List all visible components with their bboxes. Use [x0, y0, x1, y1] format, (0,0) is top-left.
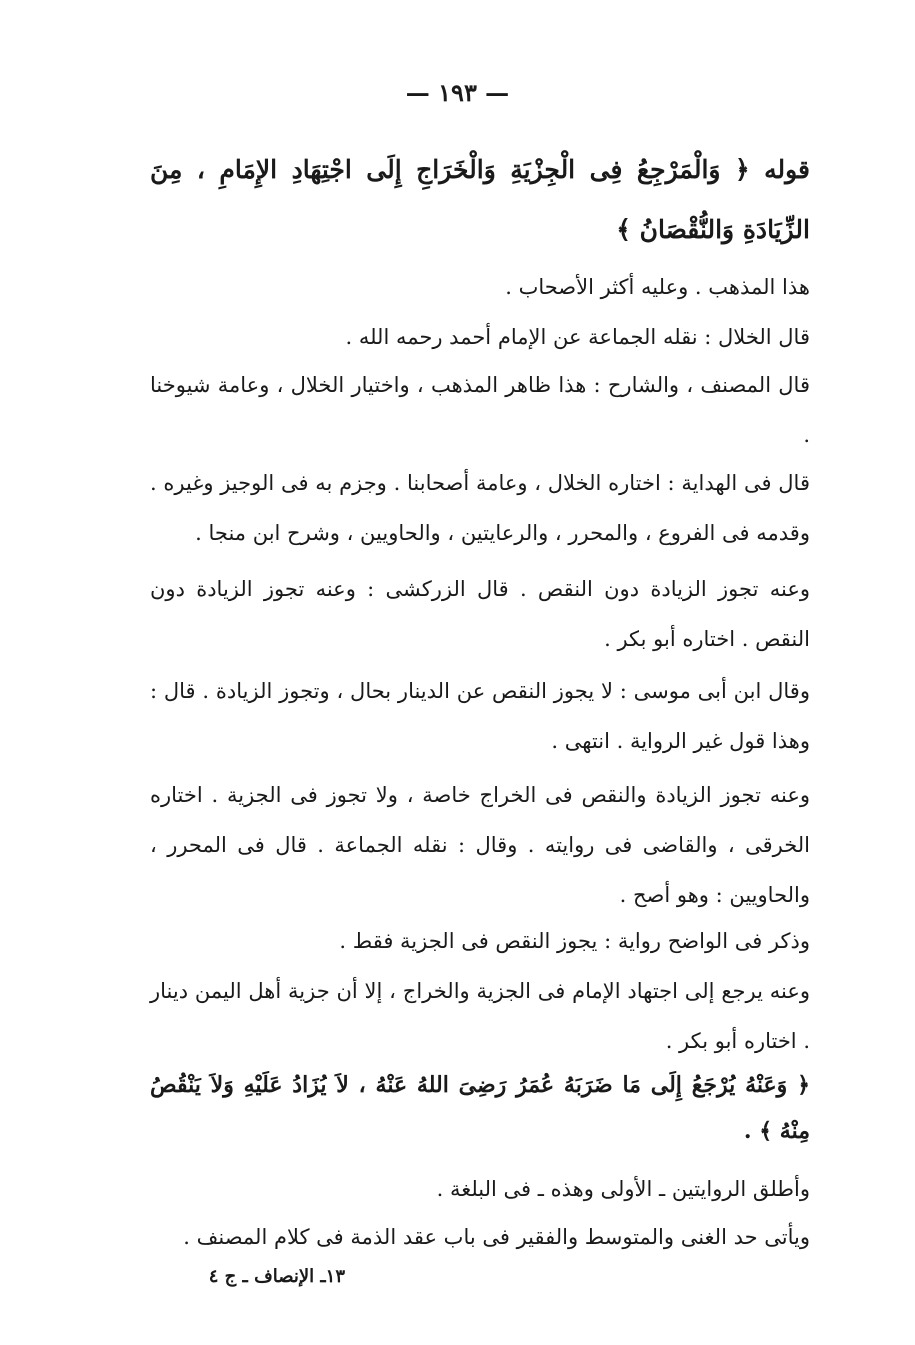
paragraph-5: وعنه تجوز الزيادة دون النقص . قال الزركشى : وعنه تجوز الزيادة دون النقص . اختاره أبو بكر .: [150, 577, 810, 651]
paragraph-11: وأطلق الروايتين ـ الأولى وهذه ـ فى البلغة .: [436, 1177, 810, 1201]
paragraph-2: قال الخلال : نقله الجماعة عن الإمام أحمد رحمه الله .: [345, 325, 810, 349]
paragraph-12: ويأتى حد الغنى والمتوسط والفقير فى باب عقد الذمة فى كلام المصنف .: [183, 1225, 810, 1249]
matn-quote-heading: [150, 140, 810, 260]
signature-mark: ١٣ـ الإنصاف ـ ج ٤: [208, 1266, 345, 1287]
paragraph-7: وعنه تجوز الزيادة والنقص فى الخراج خاصة ، ولا تجوز فى الجزية . اختاره الخرقى ، والقاضى فى روايته . وقال : نقله الجماعة . قال فى المحرر ، والحاويين : وهو أصح .: [150, 783, 810, 907]
paragraph-6: وقال ابن أبى موسى : لا يجوز النقص عن الدينار بحال ، وتجوز الزيادة . قال : وهذا قول غير الرواية . انتهى .: [150, 679, 810, 753]
paragraph-8: وذكر فى الواضح رواية : يجوز النقص فى الجزية فقط .: [339, 929, 810, 953]
paragraph-1: هذا المذهب . وعليه أكثر الأصحاب .: [505, 275, 810, 299]
paragraph-9: وعنه يرجع إلى اجتهاد الإمام فى الجزية والخراج ، إلا أن جزية أهل اليمن دينار . اختاره أبو بكر .: [150, 979, 810, 1053]
page-number: — ١٩٣ —: [405, 78, 510, 107]
matn-quote-2: ﴿ وَعَنْهُ يُرْجَعُ إِلَى مَا ضَرَبَهُ عُمَرُ رَضِىَ اللهُ عَنْهُ ، لاَ يُزَادُ عَلَيْهِ وَلاَ يَنْقُصُ مِنْهُ ﴾ .: [150, 1072, 810, 1144]
matn-quote-text: ﴿ وَالْمَرْجِعُ فِى الْجِزْيَةِ وَالْخَرَاجِ إِلَى اجْتِهَادِ الإِمَامِ ، مِنَ الزِّيَادَةِ وَالنُّقْصَانُ ﴾: [150, 155, 810, 244]
paragraph-4: قال فى الهداية : اختاره الخلال ، وعامة أصحابنا . وجزم به فى الوجيز وغيره . وقدمه فى الفروع ، والمحرر ، والرعايتين ، والحاويين ، وشرح ابن منجا .: [150, 471, 810, 545]
qawluhu-label: قوله: [764, 155, 810, 184]
paragraph-3: قال المصنف ، والشارح : هذا ظاهر المذهب ، واختيار الخلال ، وعامة شيوخنا .: [150, 373, 810, 447]
